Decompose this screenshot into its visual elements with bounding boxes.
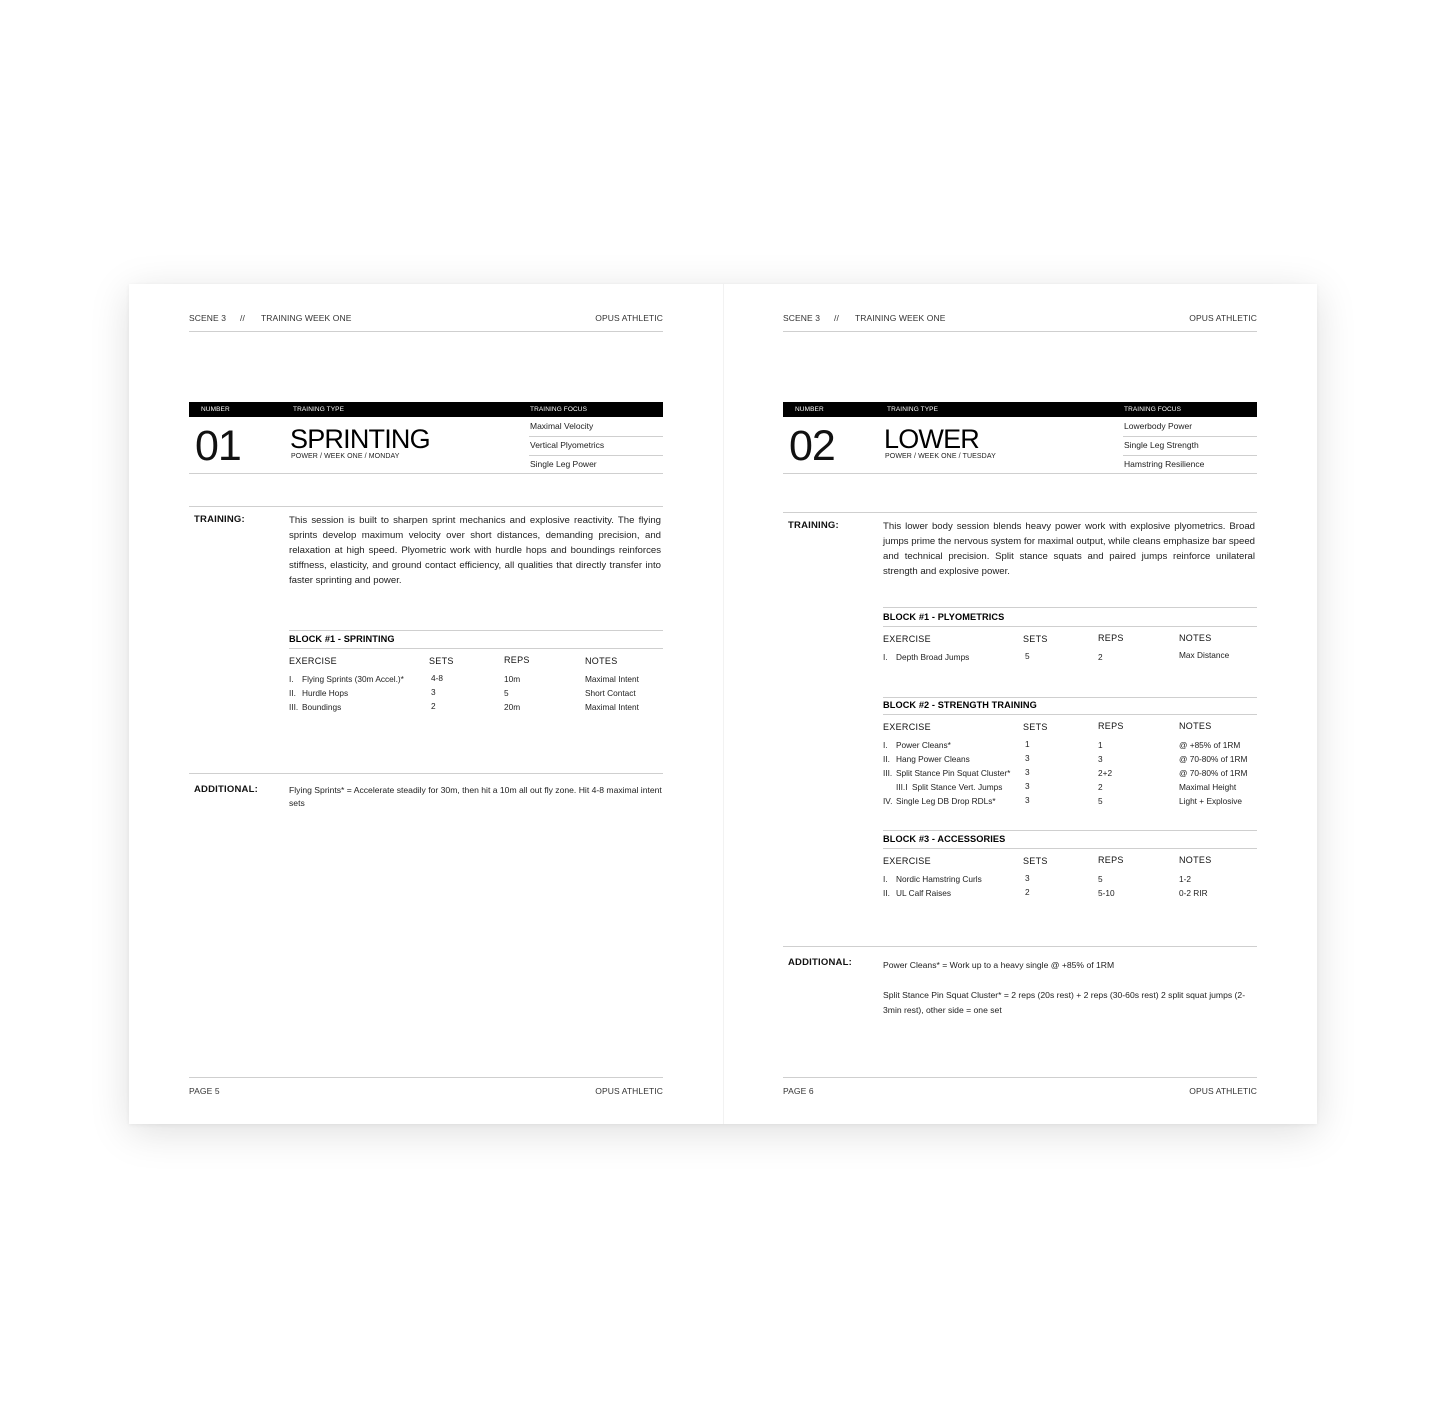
row-sets: 3 [1025, 873, 1030, 883]
training-label: TRAINING: [788, 520, 839, 531]
row-exercise: Nordic Hamstring Curls [896, 874, 982, 884]
row-reps: 5-10 [1098, 888, 1115, 898]
row-number: III.I [896, 782, 908, 792]
col-number: NUMBER [795, 406, 824, 413]
row-notes: 1-2 [1179, 874, 1191, 884]
block-title-rule [883, 714, 1257, 715]
row-exercise: Hurdle Hops [302, 688, 349, 698]
focus-rule [529, 436, 663, 437]
block-title: BLOCK #1 - PLYOMETRICS [883, 612, 1005, 622]
block-title: BLOCK #2 - STRENGTH TRAINING [883, 700, 1037, 710]
row-reps: 2 [1098, 652, 1103, 662]
col-training-focus: TRAINING FOCUS [530, 406, 588, 413]
row-notes: Light + Explosive [1179, 796, 1242, 806]
page-right [723, 284, 1317, 1124]
row-sets: 4-8 [431, 673, 443, 683]
row-number: IV. [883, 796, 893, 806]
row-number: III. [289, 702, 299, 712]
footer-page-number: PAGE 6 [783, 1086, 814, 1096]
session-number: 02 [789, 422, 835, 470]
row-sets: 2 [431, 701, 436, 711]
training-description: This lower body session blends heavy power work with explosive plyometrics. Broad jumps prime the nervous system for maximal output, while cleans emphasize bar speed and technical precision. Split stance squats and paired jumps reinforce unilateral strength and explosive power. [883, 521, 1255, 577]
row-exercise: Split Stance Pin Squat Cluster* [896, 768, 1011, 778]
page-left [129, 284, 723, 1124]
notes-col-header: NOTES [1179, 855, 1212, 865]
header-brand: OPUS ATHLETIC [595, 313, 663, 323]
header-rule [189, 331, 663, 332]
row-exercise: Hang Power Cleans [896, 754, 970, 764]
row-exercise: UL Calf Raises [896, 888, 952, 898]
focus-rule [1123, 436, 1257, 437]
training-section-rule [189, 506, 663, 507]
row-sets: 3 [1025, 795, 1030, 805]
session-table-header [189, 402, 663, 417]
training-section-rule [783, 512, 1257, 513]
row-exercise: Power Cleans* [896, 740, 951, 750]
block-rule [883, 697, 1257, 698]
row-exercise: Split Stance Vert. Jumps [912, 782, 1003, 792]
session-table-rule [189, 473, 663, 474]
sets-col-header: SETS [1023, 634, 1048, 644]
row-notes: Maximal Intent [585, 702, 639, 712]
additional-section-rule [189, 773, 663, 774]
header-separator: // [240, 313, 245, 323]
focus-item: Lowerbody Power [1124, 421, 1193, 431]
additional-section-rule [783, 946, 1257, 947]
session-subtitle: POWER / WEEK ONE / TUESDAY [885, 453, 996, 460]
block-title: BLOCK #3 - ACCESSORIES [883, 834, 1006, 844]
notes-col-header: NOTES [1179, 721, 1212, 731]
row-notes: Short Contact [585, 688, 636, 698]
additional-note: Power Cleans* = Work up to a heavy single @ +85% of 1RM [883, 960, 1115, 970]
reps-col-header: REPS [1098, 721, 1124, 731]
focus-item: Single Leg Strength [1124, 440, 1199, 450]
row-number: II. [883, 888, 890, 898]
block-rule [883, 830, 1257, 831]
sets-col-header: SETS [1023, 722, 1048, 732]
row-notes: @ 70-80% of 1RM [1179, 754, 1248, 764]
block-title-rule [289, 648, 663, 649]
row-reps: 5 [1098, 796, 1103, 806]
row-exercise: Flying Sprints (30m Accel.)* [302, 674, 404, 684]
row-number: III. [883, 768, 893, 778]
exercise-col-header: EXERCISE [883, 634, 931, 644]
additional-note: Split Stance Pin Squat Cluster* = 2 reps (20s rest) + 2 reps (30-60s rest) 2 split squat jumps (2-3min rest), other side = one set [883, 990, 1246, 1015]
row-sets: 3 [1025, 753, 1030, 763]
col-training-type: TRAINING TYPE [887, 406, 939, 413]
reps-col-header: REPS [1098, 855, 1124, 865]
header-scene: SCENE 3 [189, 313, 227, 323]
focus-rule [1123, 455, 1257, 456]
session-title: LOWER [884, 424, 980, 454]
footer-brand: OPUS ATHLETIC [1189, 1086, 1257, 1096]
focus-item: Hamstring Resilience [1124, 459, 1205, 469]
focus-item: Maximal Velocity [530, 421, 594, 431]
additional-label: ADDITIONAL: [194, 784, 258, 795]
col-training-type: TRAINING TYPE [293, 406, 345, 413]
header-week: TRAINING WEEK ONE [261, 313, 352, 323]
row-number: I. [883, 740, 888, 750]
row-reps: 1 [1098, 740, 1103, 750]
session-number: 01 [195, 422, 241, 470]
block-title: BLOCK #1 - SPRINTING [289, 634, 395, 644]
header-week: TRAINING WEEK ONE [855, 313, 946, 323]
footer-rule [189, 1077, 663, 1078]
row-notes: Maximal Intent [585, 674, 639, 684]
row-number: II. [289, 688, 296, 698]
footer-brand: OPUS ATHLETIC [595, 1086, 663, 1096]
footer-page-number: PAGE 5 [189, 1086, 220, 1096]
header-scene: SCENE 3 [783, 313, 821, 323]
exercise-col-header: EXERCISE [883, 722, 931, 732]
row-reps: 10m [504, 674, 521, 684]
footer-rule [783, 1077, 1257, 1078]
col-number: NUMBER [201, 406, 230, 413]
block-rule [289, 630, 663, 631]
sets-col-header: SETS [1023, 856, 1048, 866]
row-reps: 5 [1098, 874, 1103, 884]
page-gutter [723, 284, 724, 1124]
sets-col-header: SETS [429, 656, 454, 666]
session-table-rule [783, 473, 1257, 474]
focus-rule [529, 455, 663, 456]
additional-label: ADDITIONAL: [788, 957, 852, 968]
row-sets: 2 [1025, 887, 1030, 897]
row-number: I. [883, 874, 888, 884]
row-reps: 5 [504, 688, 509, 698]
additional-note: Flying Sprints* = Accelerate steadily for 30m, then hit a 10m all out fly zone. Hit 4-8 maximal intent sets [289, 785, 662, 808]
training-description: This session is built to sharpen sprint mechanics and explosive reactivity. The flying sprints develop maximum velocity over short distances, demanding precision, and relaxation at high speed. Plyometric work with hurdle hops and boundings reinforces stiffness, elasticity, and ground contact efficiency, all qualities that directly transfer into faster sprinting and power. [289, 515, 661, 586]
row-exercise: Single Leg DB Drop RDLs* [896, 796, 996, 806]
row-sets: 1 [1025, 739, 1030, 749]
session-title: SPRINTING [290, 424, 430, 454]
row-sets: 5 [1025, 651, 1030, 661]
row-sets: 3 [1025, 767, 1030, 777]
row-notes: @ +85% of 1RM [1179, 740, 1241, 750]
focus-item: Vertical Plyometrics [530, 440, 605, 450]
block-title-rule [883, 626, 1257, 627]
row-sets: 3 [431, 687, 436, 697]
session-table-header [783, 402, 1257, 417]
block-title-rule [883, 848, 1257, 849]
row-reps: 20m [504, 702, 521, 712]
focus-item: Single Leg Power [530, 459, 597, 469]
header-rule [783, 331, 1257, 332]
notes-col-header: NOTES [585, 656, 618, 666]
row-number: II. [883, 754, 890, 764]
header-separator: // [834, 313, 839, 323]
row-sets: 3 [1025, 781, 1030, 791]
exercise-col-header: EXERCISE [289, 656, 337, 666]
row-notes: 0-2 RIR [1179, 888, 1208, 898]
row-reps: 2+2 [1098, 768, 1113, 778]
row-reps: 2 [1098, 782, 1103, 792]
row-notes: Max Distance [1179, 650, 1230, 660]
row-reps: 3 [1098, 754, 1103, 764]
row-exercise: Depth Broad Jumps [896, 652, 970, 662]
block-rule [883, 607, 1257, 608]
reps-col-header: REPS [504, 655, 530, 665]
header-brand: OPUS ATHLETIC [1189, 313, 1257, 323]
row-number: I. [883, 652, 888, 662]
row-notes: Maximal Height [1179, 782, 1237, 792]
row-exercise: Boundings [302, 702, 342, 712]
reps-col-header: REPS [1098, 633, 1124, 643]
training-label: TRAINING: [194, 514, 245, 525]
row-number: I. [289, 674, 294, 684]
row-notes: @ 70-80% of 1RM [1179, 768, 1248, 778]
exercise-col-header: EXERCISE [883, 856, 931, 866]
session-subtitle: POWER / WEEK ONE / MONDAY [291, 453, 400, 460]
notes-col-header: NOTES [1179, 633, 1212, 643]
col-training-focus: TRAINING FOCUS [1124, 406, 1182, 413]
